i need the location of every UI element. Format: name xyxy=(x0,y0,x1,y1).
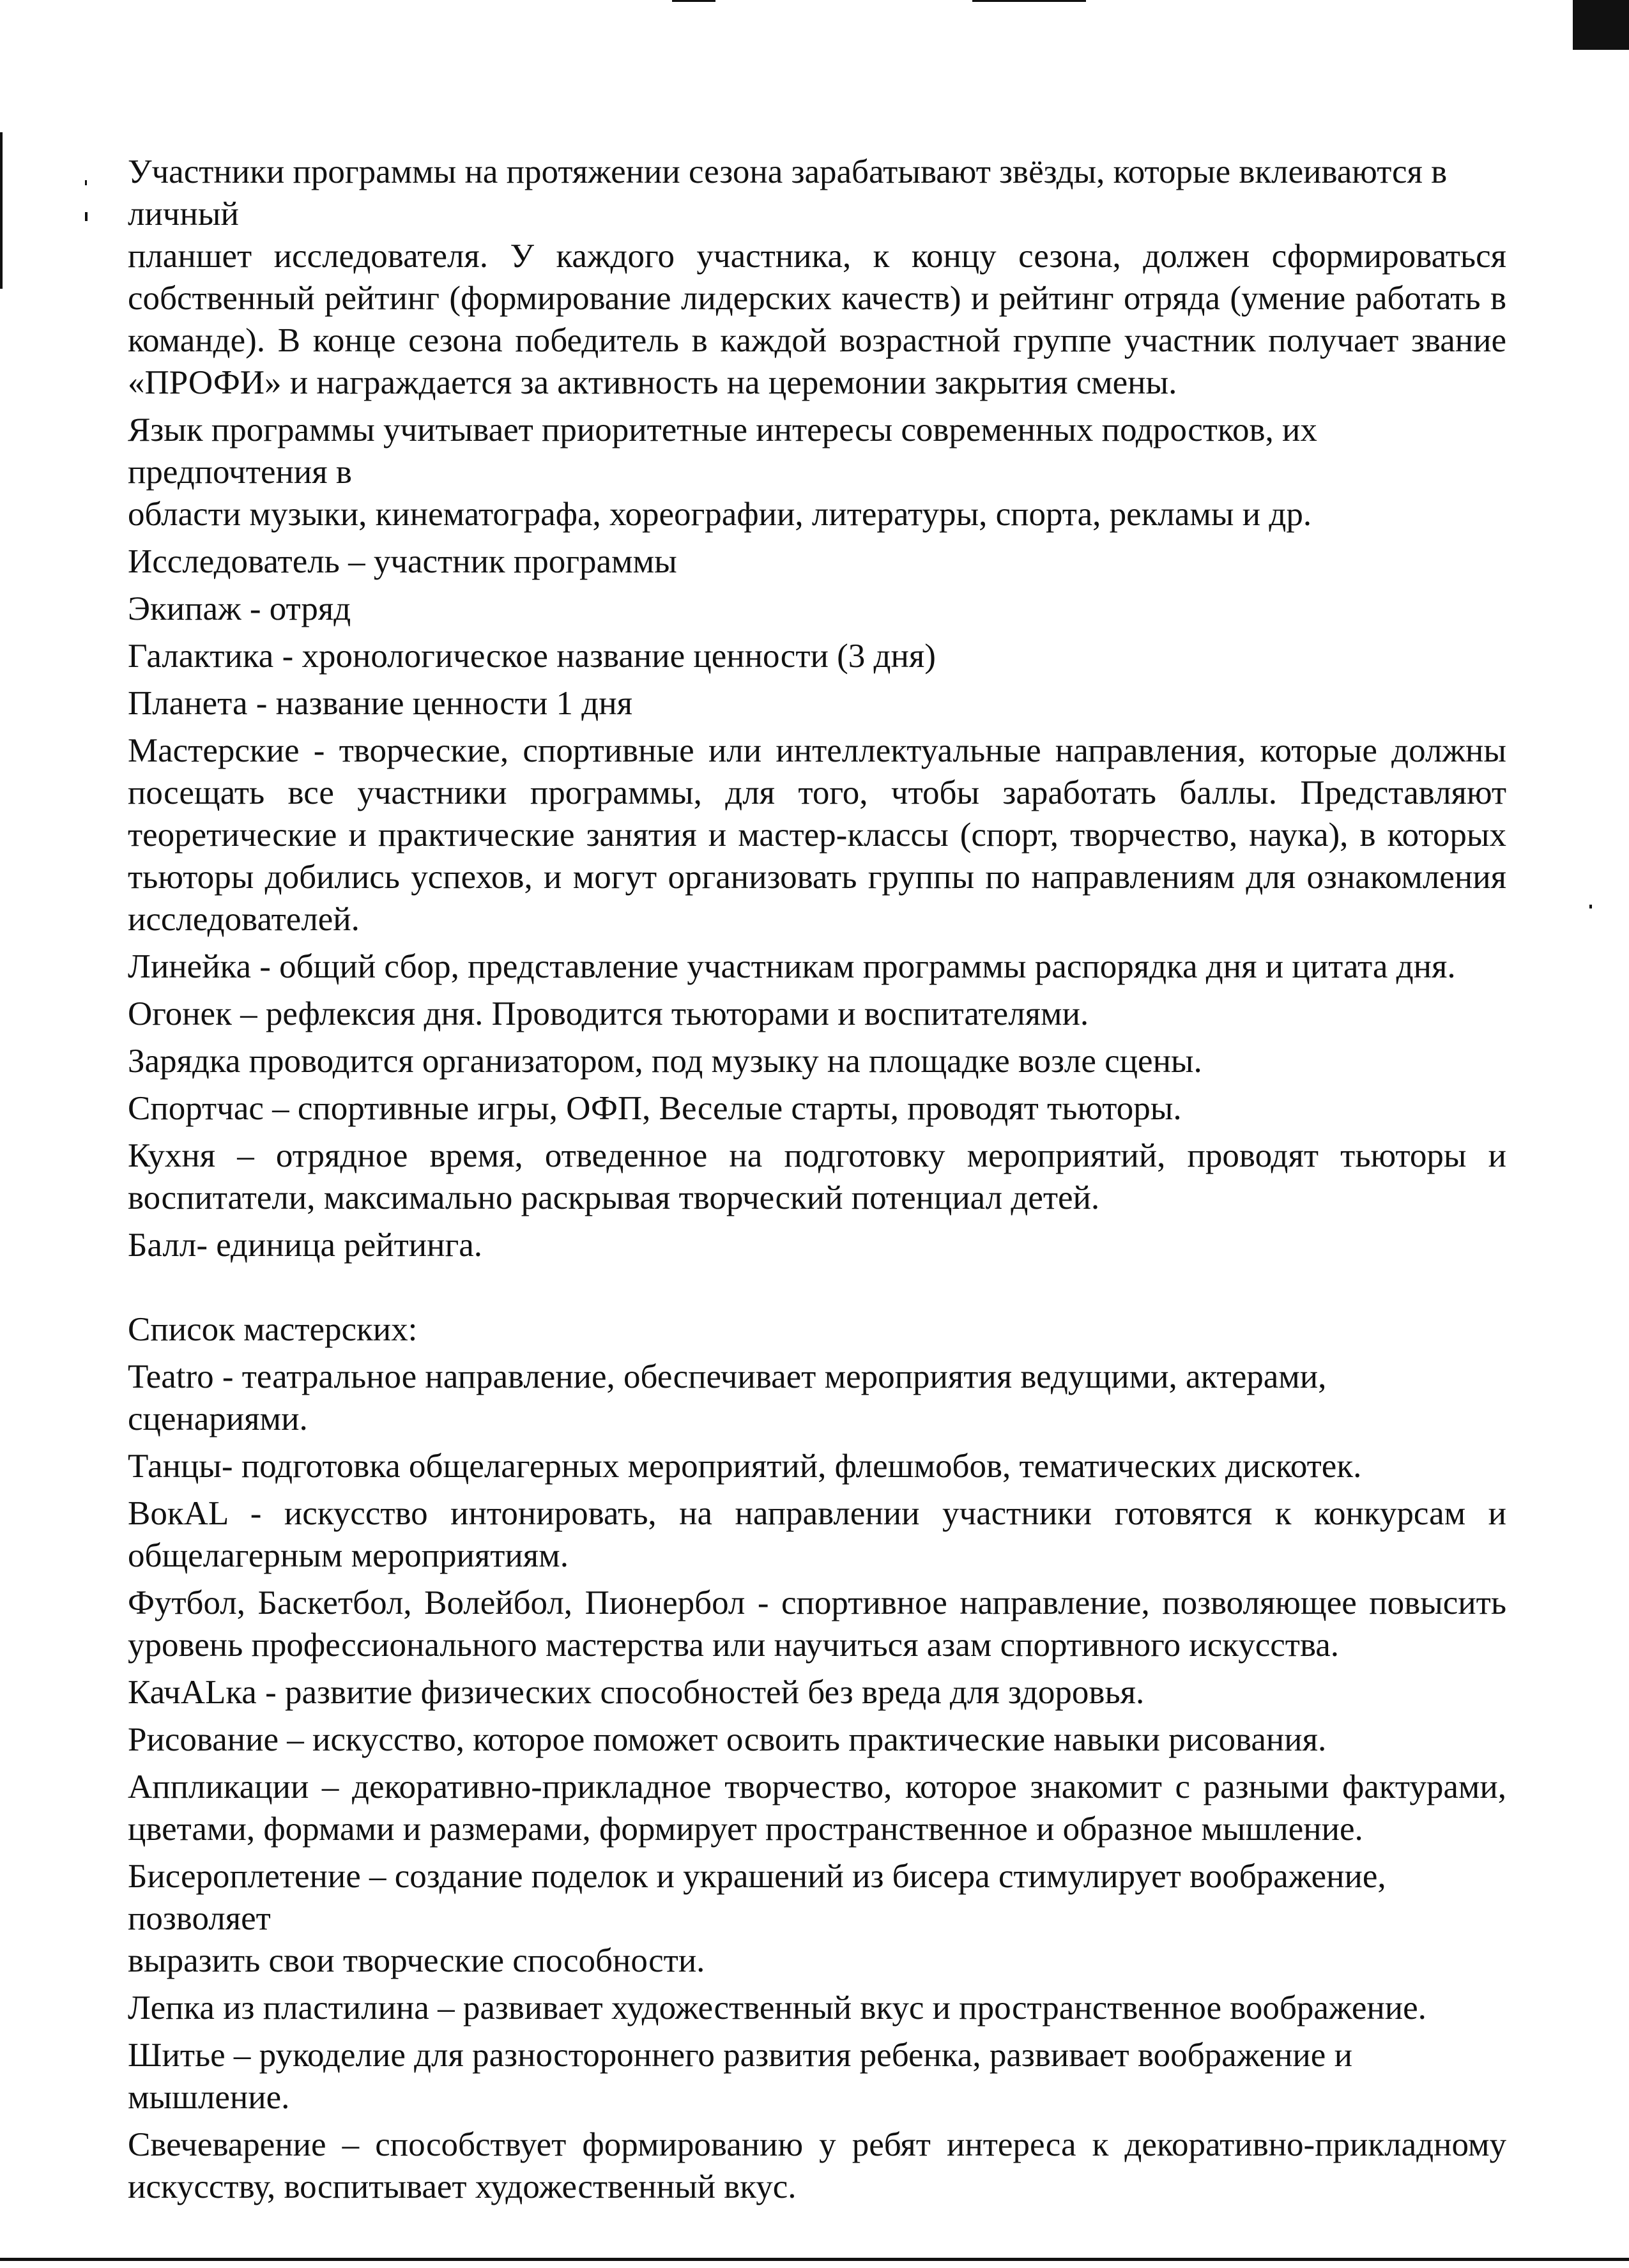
paragraph xyxy=(128,1308,1506,1351)
text-line: «ПРОФИ» и награждается за активность на церемонии закрытия смены. xyxy=(128,364,1177,401)
text-line: ВокAL - искусство интонировать, на направлении участники готовятся к конкурсам и xyxy=(128,1495,1506,1532)
paragraph xyxy=(128,151,1506,404)
text-line: Исследователь – участник программы xyxy=(128,543,677,580)
paragraph xyxy=(128,1582,1506,1666)
paragraph xyxy=(128,540,1506,583)
text-line: тьюторы добились успехов, и могут организовать группы по направлениям для ознакомления xyxy=(128,859,1506,896)
text-line: теоретические и практические занятия и мастер-классы (спорт, творчество, наука), в которых xyxy=(128,816,1506,854)
text-line: Галактика - хронологическое название ценности (3 дня) xyxy=(128,638,936,675)
paragraph xyxy=(128,635,1506,677)
text-line: исследователей. xyxy=(128,901,360,938)
paragraph xyxy=(128,946,1506,988)
text-line: Огонек – рефлексия дня. Проводится тьюторами и воспитателями. xyxy=(128,995,1089,1032)
text-line: Балл- единица рейтинга. xyxy=(128,1227,483,1264)
text-line: команде). В конце сезона победитель в каждой возрастной группе участник получает звание xyxy=(128,322,1506,359)
paragraph xyxy=(128,1040,1506,1082)
text-line: Линейка - общий сбор, представление участникам программы распорядка дня и цитата дня. xyxy=(128,948,1456,985)
text-line: Лепка из пластилина – развивает художественный вкус и пространственное воображение. xyxy=(128,1989,1426,2027)
paragraph xyxy=(128,1492,1506,1577)
paragraph xyxy=(128,1855,1506,1982)
text-line: выразить свои творческие способности. xyxy=(128,1942,705,1979)
paragraph xyxy=(128,1356,1506,1440)
paragraph xyxy=(128,1445,1506,1487)
text-line: Свечеварение – способствует формированию у ребят интереса к декоративно-прикладному xyxy=(128,2126,1506,2163)
scan-line-bottom xyxy=(0,2258,1629,2261)
paragraph xyxy=(128,409,1506,535)
paragraph xyxy=(128,588,1506,630)
text-line: Экипаж - отряд xyxy=(128,590,351,627)
paragraph xyxy=(128,1224,1506,1266)
text-line: Кухня – отрядное время, отведенное на подготовку мероприятий, проводят тьюторы и xyxy=(128,1137,1506,1174)
scan-mark-top-right xyxy=(1573,0,1629,50)
text-line: посещать все участники программы, для того, чтобы заработать баллы. Представляют xyxy=(128,774,1506,811)
text-line: планшет исследователя. У каждого участника, к концу сезона, должен сформироваться xyxy=(128,238,1506,275)
text-line: воспитатели, максимально раскрывая творческий потенциал детей. xyxy=(128,1179,1100,1216)
text-line: области музыки, кинематографа, хореографии, литературы, спорта, рекламы и др. xyxy=(128,496,1312,533)
text-line: цветами, формами и размерами, формирует пространственное и образное мышление. xyxy=(128,1811,1363,1848)
text-line: Бисероплетение – создание поделок и украшений из бисера стимулирует воображение, позволяет xyxy=(128,1858,1386,1937)
scan-dot-3 xyxy=(1589,905,1592,908)
text-line: Рисование – искусство, которое поможет освоить практические навыки рисования. xyxy=(128,1721,1327,1758)
text-line: Спортчас – спортивные игры, ОФП, Веселые старты, проводят тьюторы. xyxy=(128,1090,1182,1127)
text-line: Аппликации – декоративно-прикладное творчество, которое знакомит с разными фактурами, xyxy=(128,1768,1506,1805)
text-line: Футбол, Баскетбол, Волейбол, Пионербол - спортивное направление, позволяющее повысить xyxy=(128,1584,1506,1621)
paragraph xyxy=(128,1719,1506,1761)
text-line: Участники программы на протяжении сезона зарабатывают звёзды, которые вклеиваются в личный xyxy=(128,153,1448,233)
paragraph xyxy=(128,993,1506,1035)
text-line: искусству, воспитывает художественный вкус. xyxy=(128,2168,797,2205)
text-line: Мастерские - творческие, спортивные или интеллектуальные направления, которые должны xyxy=(128,732,1506,769)
paragraph xyxy=(128,730,1506,940)
text-line: Список мастерских: xyxy=(128,1311,418,1348)
paragraph xyxy=(128,682,1506,724)
text-line: собственный рейтинг (формирование лидерских качеств) и рейтинг отряда (умение работать в xyxy=(128,280,1506,317)
text-line: общелагерным мероприятиям. xyxy=(128,1537,569,1574)
text-line: Язык программы учитывает приоритетные интересы современных подростков, их предпочтения в xyxy=(128,411,1317,491)
text-line: Teatro - театральное направление, обеспечивает мероприятия ведущими, актерами, сценариями. xyxy=(128,1358,1327,1437)
text-line: Зарядка проводится организатором, под музыку на площадке возле сцены. xyxy=(128,1043,1202,1080)
text-line: Планета - название ценности 1 дня xyxy=(128,685,632,722)
paragraph xyxy=(128,1135,1506,1219)
paragraph xyxy=(128,1087,1506,1130)
text-line: Танцы- подготовка общелагерных мероприятий, флешмобов, тематических дискотек. xyxy=(128,1448,1362,1485)
paragraph xyxy=(128,1671,1506,1713)
text-line: уровень профессионального мастерства или научиться азам спортивного искусства. xyxy=(128,1627,1340,1664)
paragraph xyxy=(128,2034,1506,2119)
paragraph xyxy=(128,1987,1506,2029)
text-line: КачALка - развитие физических способностей без вреда для здоровья. xyxy=(128,1674,1145,1711)
text-line: Шитье – рукоделие для разностороннего развития ребенка, развивает воображение и мышление. xyxy=(128,2037,1352,2116)
paragraph xyxy=(128,2124,1506,2208)
paragraph xyxy=(128,1766,1506,1850)
